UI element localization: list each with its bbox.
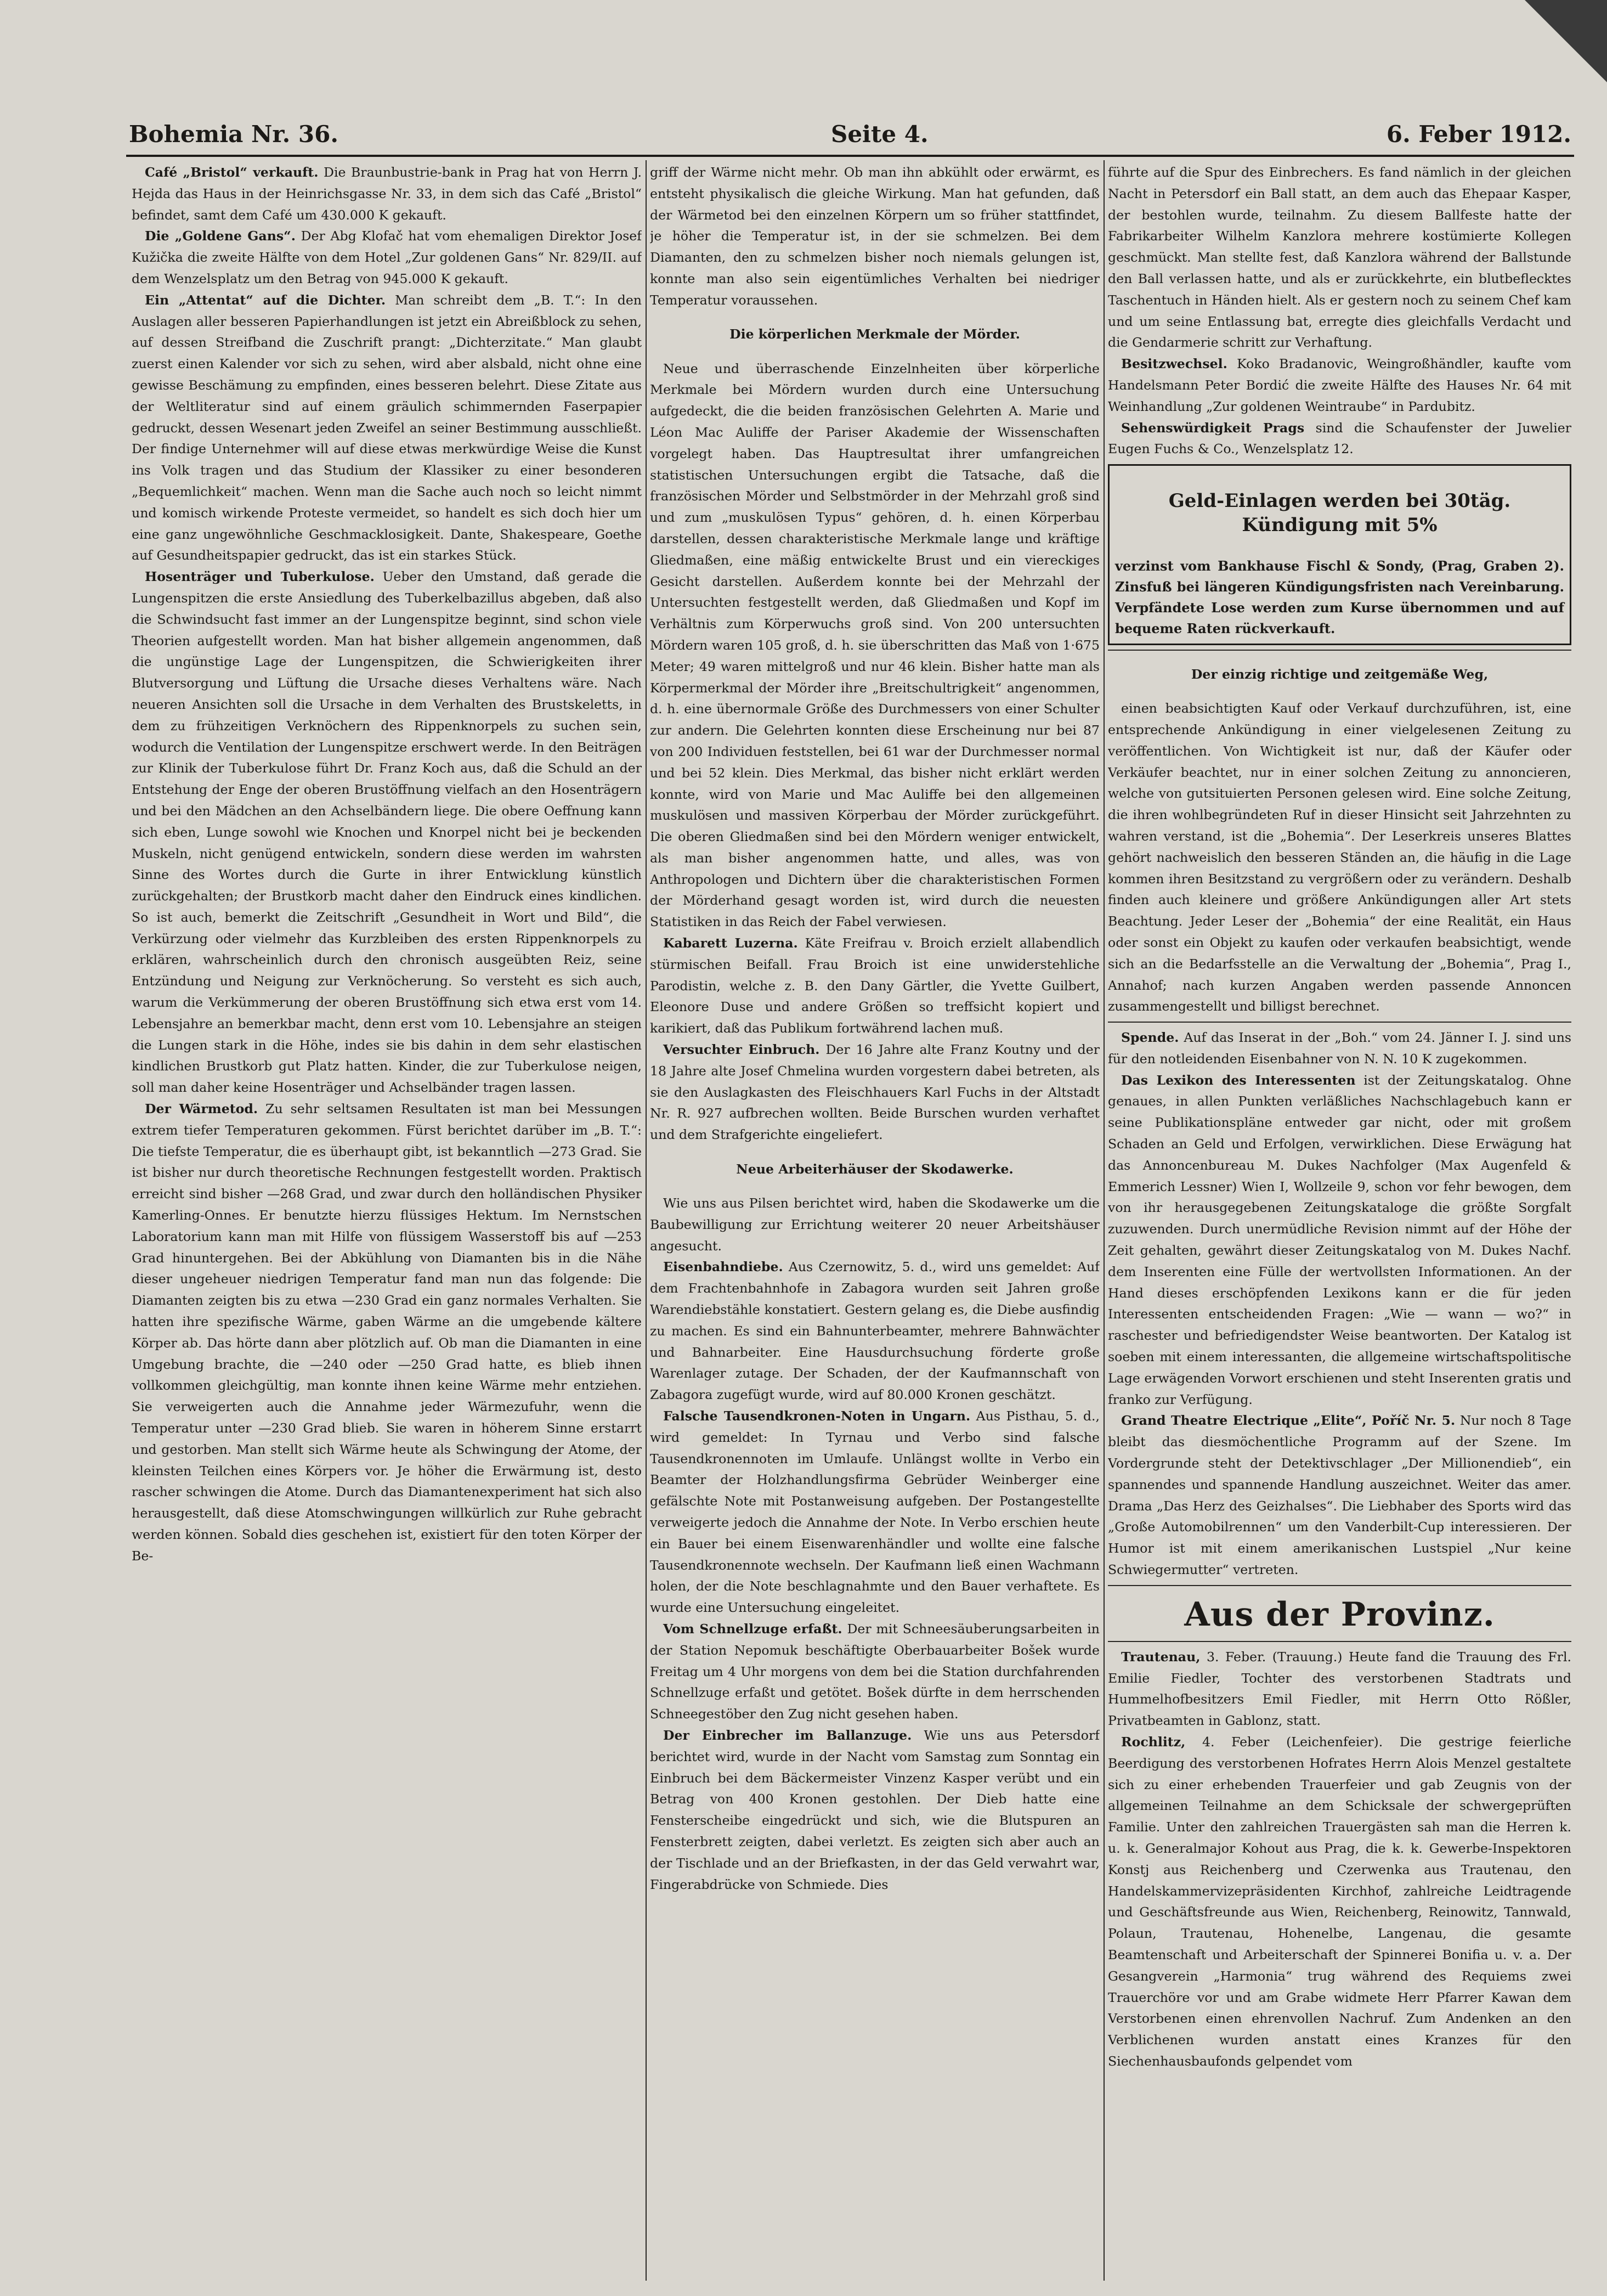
article-text: Neue und überraschende Einzelnheiten über körperliche Merkmale bei Mördern wurden durch eine Untersuchung aufgedeckt, die die beiden französischen Gelehrten A. Marie und Léon Mac Auliffe der Pariser Akademie der Wissenschaften vorgelegt haben. Das Hauptresultat ihrer umfangreichen statistischen Untersuchungen ergibt die Tatsache, daß die französischen Mörder und Selbstmörder in der Mehrzahl groß sind und zum „muskulösen Typus“ gehören, d. h. einen Körperbau darstellen, dessen charakteristische Merkmale lange und kräftige Gliedmaßen, eine mäßig entwickelte Brust und ein viereckiges Gesicht darstellen. Außerdem konnte bei der Mehrzahl der Untersuchten festgestellt werden, daß Gliedmaßen und Kopf im Verhältnis zum Körperwuchs groß sind. Von 200 untersuchten Mördern waren 105 groß, d. h. sie überschritten das Maß von 1·675 Meter; 49 waren mittelgroß und nur 46 klein. Bisher hatte man als Körpermerkmal der Mörder ihre „Breitschultrigkeit“ angenommen, d. h. eine übernormale Größe des Durchmessers von einer Schulter zur andern. Die Gelehrten konnten diese Erscheinung nur bei 87 von 200 Individuen feststellen, bei 61 war der Durchmesser normal und bei 52 klein. Dies Merkmal, das bisher nicht erklärt werden konnte, wird von Marie und Mac Auliffe bei den allgemeinen muskulösen und massiven Körperbau der Mörder zurückgeführt. Die oberen Gliedmaßen sind bei den Mördern weniger entwickelt, als man bisher angenommen hatte, und alles, was von Anthropologen und Dichtern über die charakteristischen Formen der Mörderhand gesagt worden ist, wird durch die neuesten Statistiken in das Reich der Fabel verwiesen. [650, 360, 1100, 930]
article-headline: Hosenträger und Tuberkulose. [145, 569, 375, 585]
section-title: Aus der Provinz. [1184, 1595, 1495, 1634]
article-headline: Neue Arbeiterhäuser der Skodawerke. [736, 1161, 1014, 1177]
article [1108, 1731, 1571, 2072]
article-text: Wie uns aus Pilsen berichtet wird, haben die Skodawerke um die Baubewilligung zur Errichtung weiterer 20 neuer Arbeitshäuser angesucht. [650, 1195, 1100, 1254]
ad-headline: Der einzig richtige und zeitgemäße Weg, [1191, 666, 1489, 682]
article-text: führte auf die Spur des Einbrechers. Es fand nämlich in der gleichen Nacht in Petersdorf ein Ball statt, an dem auch das Ehepaar Kasper, der bestohlen wurde, teilnahm. Zu diesem Ballfeste hatte der Fabrikarbeiter Wilhelm Kanzlora mehrere kostümierte Kollegen geschmückt. Man stellte fest, daß Kanzlora während der Ballstunde den Ball verlassen hatte, und als er zurückkehrte, ein blutbeflecktes Taschentuch in Händen hielt. Als er gestern noch zu seinem Chef kam und um seine Entlassung bat, erregte dies gleichfalls Verdacht und die Gendarmerie schritt zur Verhaftung. [1108, 165, 1571, 351]
header-rule [126, 155, 1574, 157]
article [650, 1725, 1100, 1895]
article-text: 4. Feber (Leichenfeier). Die gestrige feierliche Beerdigung des verstorbenen Hofrates Herrn Alois Menzel gestaltete sich zu einer erhebenden Trauerfeier und gab Zeugnis von der allgemeinen Teilnahme an dem Schicksale der schwergeprüften Familie. Unter den zahlreichen Trauergästen sah man die Herren k. u. k. Generalmajor Kohout aus Prag, die k. k. Gewerbe-Inspektoren Konstj aus Reichenberg und Czerwenka aus Trautenau, den Handelskammervizepräsidenten Kirchhof, zahlreiche Leidtragende und Geschäftsfreunde aus Wien, Reichenberg, Reinowitz, Tannwald, Polaun, Trautenau, Hohenelbe, Langenau, die gesamte Beamtenschaft und Arbeiterschaft der Spinnerei Bonifia u. v. a. Der Gesangverein „Harmonia“ trug während des Requiems zwei Trauerchöre vor und am Grabe widmete Herr Pfarrer Kawan dem Verstorbenen einen ehrenvollen Nachruf. Zum Andenken an den Verblichenen wurden anstatt eines Kranzes für den Siechenhausbaufonds gelpendet vom [1108, 1734, 1571, 2069]
article [132, 225, 642, 289]
article-headline: Falsche Tausendkronen-Noten in Ungarn. [663, 1408, 971, 1424]
article-text: Die Braunbustrie-bank in Prag hat von Herrn J. Hejda das Haus in der Heinrichsgasse Nr. 33, in dem sich das Café „Bristol“ befindet, samt dem Café um 430.000 K gekauft. [132, 165, 642, 223]
article-headline: Die „Goldene Gans“. [145, 228, 296, 244]
article-text: Käte Freifrau v. Broich erzielt allabendlich stürmischen Beifall. Frau Broich ist eine unwiderstehliche Parodistin, welche z. B. den Dany Gärtler, die Yvette Guilbert, Eleonore Duse und andere Größen so treffsicht kopiert und karikiert, daß das Publikum fortwährend lachen muß. [650, 935, 1100, 1036]
paper-issue: Bohemia Nr. 36. [129, 121, 338, 148]
article-text: sind die Schaufenster der Juwelier Eugen Fuchs & Co., Wenzelsplatz 12. [1108, 420, 1571, 457]
article [1108, 1646, 1571, 1731]
article-headline: Der Einbrecher im Ballanzuge. [663, 1727, 912, 1743]
article-text: ist der Zeitungskatalog. Ohne genaues, in allen Punkten verläßliches Nachschlagebuch kann er seine Publikationspläne entweder gar nicht, oder mit großem Schaden an Geld und Erfolgen, verwirklichen. Diese Erwägung hat das Annoncenbureau M. Dukes Nachfolger (Max Augenfeld & Emmerich Lessner) Wien I, Wollzeile 9, schon vor fehr bewogen, dem von ihr herausgegebenen Zeitungskataloge die größte Sorgfalt zuzuwenden. Durch unermüdliche Revision nimmt auf der Höhe der Zeit gehalten, gewährt dieser Zeitungskatalog von M. Dukes Nachf. dem Inserenten eine Fülle der wertvollsten Informationen. An der Hand dieses erschöpfenden Lexikons kann er die für jeden Interessenten entscheidenden Fragen: „Wie — wann — wo?“ in raschester und befriedigendster Weise beantworten. Der Katalog ist soeben mit einem interessanten, die allgemeine wirtschaftspolitische Lage erwägenden Vorwort erschienen und steht Inserenten gratis und franko zur Verfügung. [1108, 1072, 1571, 1407]
page-corner [1525, 0, 1607, 82]
article [650, 933, 1100, 1039]
article-text: Man schreibt dem „B. T.“: In den Auslagen aller besseren Papierhandlungen ist jetzt ein Abreißblock zu sehen, auf dessen Streifband die Zuschrift prangt: „Dichterzitate.“ Man glaubt zuerst einen Kalender vor sich zu sehen, wird aber alsbald, nicht ohne eine gewisse Beschämung zu empfinden, eines besseren belehrt. Diese Zitate aus der Weltliteratur sind auf einem gräulich schimmernden Faserpapier gedruckt, dessen Wesenart jeden Zweifel an seiner Bestimmung ausschließt. Der findige Unternehmer will auf diese etwas merkwürdige Weise die Kunst ins Volk tragen und das Studium der Klassiker zu einer besonderen „Bequemlichkeit“ machen. Wenn man die Sache auch noch so leicht nimmt und komisch wirkende Proteste vermeidet, so handelt es sich doch hier um eine ganz ungewöhnliche Geschmacklosigkeit. Dante, Shakespeare, Goethe auf Gesundheitspapier gedruckt, das ist ein starkes Stück. [132, 292, 642, 563]
article [1108, 1027, 1571, 1070]
ad-headline: Geld-Einlagen werden bei 30täg. Kündigung mit 5% [1168, 490, 1511, 537]
divider [1108, 1585, 1571, 1586]
issue-date: 6. Feber 1912. [1386, 121, 1571, 148]
article-headline: Grand Theatre Electrique „Elite“, Poříč Nr. 5. [1121, 1413, 1456, 1429]
divider [1108, 1641, 1571, 1642]
column-1 [132, 162, 642, 2280]
page-header [129, 121, 1571, 154]
article-text: Auf das Inserat in der „Boh.“ vom 24. Jänner I. J. sind uns für den notleidenden Eisenbahner von N. N. 10 K zugekommen. [1108, 1030, 1571, 1067]
article [1108, 353, 1571, 417]
article-text: Nur noch 8 Tage bleibt das diesmöchentliche Programm auf der Szene. Im Vordergrunde steht der Detektivschlager „Der Millionendieb“, ein spannendes und spannende Handlung auszeichnet. Weiter das amer. Drama „Das Herz des Geizhalses“. Die Liebhaber des Sports wird das „Große Automobilrennen“ um den Vanderbilt-Cup interessieren. Der Humor ist mit einem amerikanischen Lustspiel „Nur keine Schwiegermutter“ vertreten. [1108, 1413, 1571, 1578]
bank-advertisement [1108, 464, 1571, 645]
divider [1108, 650, 1571, 651]
article [132, 566, 642, 1098]
article-continuation [1108, 162, 1571, 353]
article-text: 3. Feber. (Trauung.) Heute fand die Trauung des Frl. Emilie Fiedler, Tochter des verstorbenen Stadtrats und Hummelhofbesitzers Emil Fiedler, mit Herrn Otto Rößler, Privatbeamten in Gablonz, statt. [1108, 1649, 1571, 1729]
article-headline: Der Wärmetod. [145, 1101, 258, 1117]
article [132, 162, 642, 225]
article [650, 1256, 1100, 1406]
article-text: Ueber den Umstand, daß gerade die Lungenspitzen die erste Ansiedlung des Tuberkelbazillus abgeben, daß also die Schwindsucht fast immer an der Lungenspitze beginnt, sind schon viele Theorien aufgestellt worden. Man hat bisher allgemein angenommen, daß die ungünstige Lage der Lungenspitzen, die Schwierigkeiten ihrer Blutversorgung und Lüftung die Ursache dieses Verhaltens wäre. Nach neueren Ansichten soll die Ursache in dem Verhalten des Brustskeletts, in dem zu frühzeitigen Verknöchern des Rippenknorpels zu suchen sein, wodurch die Ventilation der Lungenspitze erschwert werde. In den Beiträgen zur Klinik der Tuberkulose führt Dr. Franz Koch aus, daß die Schuld an der Entstehung der Enge der oberen Brustöffnung vielfach an den Hosenträgern und bei den Mädchen an den Achselbändern liege. Die obere Oeffnung kann sich eben, Lunge sowohl wie Knochen und Knorpel nicht bei je beckenden Muskeln, nicht genügend entwickeln, sondern diese werden im wahrsten Sinne des Wortes durch die Gurte in ihrer Entwicklung künstlich zurückgehalten; der Brustkorb macht daher den Eindruck eines kindlichen. So ist auch, bemerkt die Zeitschrift „Gesundheit in Wort und Bild“, die Verkürzung oder vielmehr das Kurzbleiben des ersten Rippenknorpels zu erklären, wahrscheinlich durch den chronisch ausgeübten Reiz, seine Entzündung und Neigung zur Verknöcherung. So versteht es sich auch, warum die Verkümmerung der oberen Brustöffnung sich etwa erst vom 14. Lebensjahre an bemerkbar macht, denn erst vom 10. Lebensjahre an steigen die Lungen stark in die Höhe, indes sie bis dahin in dem sehr elastischen kindlichen Brustkorb gut Platz hatten. Kinder, die zur Tuberkulose neigen, soll man daher keine Hosenträger und Achselbänder tragen lassen. [132, 569, 642, 1096]
article-headline: Rochlitz, [1121, 1734, 1186, 1750]
article [650, 1406, 1100, 1618]
article-text: Aus Pisthau, 5. d., wird gemeldet: In Tyrnau und Verbo sind falsche Tausendkronennoten im Umlaufe. Unlängst wollte in Verbo ein Beamter der Holzhandlungsfirma Gebrüder Weinberger eine gefälschte Note mit Postanweisung aufgeben. Der Postangestellte verweigerte jedoch die Annahme der Note. In Verbo erschien heute ein Bauer bei einem Eisenwarenhändler und wollte eine falsche Tausendkronennote wechseln. Der Kaufmann ließ einen Wachmann holen, der die Note beschlagnahmte und den Bauer verhaftete. Es wurde eine Untersuchung eingeleitet. [650, 1408, 1100, 1616]
article-text: Aus Czernowitz, 5. d., wird uns gemeldet: Auf dem Frachtenbahnhofe in Zabagora wurden seit Jahren große Warendiebstähle konstatiert. Gestern gelang es, die Diebe ausfindig zu machen. Es sind ein Bahnunterbeamter, mehrere Bahnwächter und Bahnarbeiter. Eine Hausdurchsuchung förderte große Warenlager zutage. Der Schaden, der der Kaufmannschaft von Zabagora zugefügt wurde, wird auf 80.000 Kronen geschätzt. [650, 1259, 1100, 1403]
divider [1108, 1022, 1571, 1023]
article-headline: Ein „Attentat“ auf die Dichter. [145, 292, 386, 308]
article-headline: Besitzwechsel. [1121, 356, 1227, 372]
article-text: Der Abg Klofač hat vom ehemaligen Direktor Josef Kužička die zweite Hälfte von dem Hotel „Zur goldenen Gans“ Nr. 829/II. auf dem Wenzelsplatz um den Betrag von 945.000 K gekauft. [132, 228, 642, 286]
article-text: Der mit Schneesäuberungsarbeiten in der Station Nepomuk beschäftigte Oberbauarbeiter Bošek wurde Freitag um 4 Uhr morgens von dem bei die Station durchfahrenden Schnellzuge erfaßt und getötet. Bošek dürfte in dem herrschenden Schneegestöber den Zug nicht gesehen haben. [650, 1621, 1100, 1722]
article-headline: Vom Schnellzuge erfaßt. [663, 1621, 842, 1637]
article [1108, 1410, 1571, 1580]
column-rule [646, 160, 647, 2281]
column-rule [1104, 160, 1105, 2281]
page-number: Seite 4. [831, 121, 929, 148]
article-text: Wie uns aus Petersdorf berichtet wird, wurde in der Nacht vom Samstag zum Sonntag ein Einbruch bei dem Bäckermeister Vinzenz Kasper verübt und ein Betrag von 400 Kronen gestohlen. Der Dieb hatte eine Fensterscheibe eingedrückt und sich, wie die Blutspuren an Fensterbrett zeigten, dabei verletzt. Es zeigten sich aber auch an der Tischlade und an der Briefkasten, in der das Geld verwahrt war, Fingerabdrücke von Schmiede. Dies [650, 1727, 1100, 1892]
column-2 [650, 162, 1100, 2280]
article [1108, 1070, 1571, 1411]
article-headline: Das Lexikon des Interessenten [1121, 1072, 1356, 1088]
article-text: Zu sehr seltsamen Resultaten ist man bei Messungen extrem tiefer Temperaturen gekommen. Fürst berichtet darüber im „B. T.“: Die tiefste Temperatur, die es überhaupt gibt, ist bekanntlich —273 Grad. Sie ist bisher nur durch theoretische Rechnungen festgestellt worden. Praktisch erreicht sind bisher —268 Grad, und zwar durch den holländischen Physiker Kamerling-Onnes. Er benutzte hierzu flüssiges Hektum. Im Nernstschen Laboratorium kann man mit Hilfe von flüssigem Wasserstoff bis auf —253 Grad hinuntergehen. Bei der Abkühlung von Diamanten bis in die Nähe dieser ungeheuer niedrigen Temperatur fand man nun das folgende: Die Diamanten zeigten bis zu etwa —230 Grad ein ganz normales Verhalten. Sie hatten ihre spezifische Wärme, gaben Wärme an die umgebende kältere Körper ab. Das hörte dann aber plötzlich auf. Ob man die Diamanten in eine Umgebung brachte, die —240 oder —250 Grad hatte, es blieb ihnen vollkommen gleichgültig, man konnte ihnen keine Wärme mehr entziehen. Sie verweigerten auch die Annahme jeder Wärmezufuhr, wenn die Temperatur unter —230 Grad blieb. Sie waren in höherem Sinne erstarrt und gestorben. Man stellt sich Wärme heute als Schwingung der Atome, der kleinsten Teilchen eines Körpers vor. Je höher die Erwärmung ist, desto rascher schwingen die Atome. Durch das Diamantenexperiment hat sich also herausgestellt, daß diese Atomschwingungen willkürlich zur Ruhe gebracht werden können. Sobald dies geschehen ist, existiert für den toten Körper der Be- [132, 1101, 642, 1564]
article-headline: Eisenbahndiebe. [663, 1259, 783, 1275]
article [132, 1098, 642, 1567]
article-headline: Kabarett Luzerna. [663, 935, 798, 951]
column-3 [1108, 162, 1571, 2280]
article-text: griff der Wärme nicht mehr. Ob man ihn abkühlt oder erwärmt, es entsteht physikalisch die gleiche Wirkung. Man hat gefunden, daß der Wärmetod bei den einzelnen Körpern um so früher stattfindet, je höher die Temperatur ist, in der sie schmelzen. Bei dem Diamanten, den zu schmelzen bisher noch niemals gelungen ist, konnte man also sein eigentümliches Verhalten bei niedriger Temperatur voraussehen. [650, 165, 1100, 308]
article-text: Koko Bradanovic, Weingroßhändler, kaufte vom Handelsmann Peter Bordić die zweite Hälfte des Hauses Nr. 64 mit Weinhandlung „Zur goldenen Weintraube“ in Pardubitz. [1108, 356, 1571, 414]
article-text: Der 16 Jahre alte Franz Koutny und der 18 Jahre alte Josef Chmelina wurden vorgestern dabei betreten, als sie den Auslagkasten des Fleischhauers Karl Fuchs in der Altstadt Nr. R. 927 aufbrechen wollten. Beide Burschen wurden verhaftet und dem Strafgerichte eingeliefert. [650, 1042, 1100, 1143]
article-headline: Trautenau, [1121, 1649, 1201, 1665]
article-headline: Die körperlichen Merkmale der Mörder. [729, 326, 1020, 342]
article [1108, 418, 1571, 460]
article [650, 1039, 1100, 1146]
article [650, 1618, 1100, 1725]
ad-text: einen beabsichtigten Kauf oder Verkauf durchzuführen, ist, eine entsprechende Ankündigung in einer vielgelesenen Zeitung zu veröffentlichen. Von Wichtigkeit ist nur, daß der Käufer oder Verkäufer beachtet, nur in einer solchen Zeitung zu annoncieren, welche von gutsituierten Personen gelesen wird. Eine solche Zeitung, die ihren wohlbegründeten Ruf in dieser Hinsicht seit Jahrzehnten zu wahren verstand, ist die „Bohemia“. Der Leserkreis unseres Blattes gehört nachweislich den besseren Ständen an, die häufig in die Lage kommen ihren Besitzstand zu vergrößern oder zu verändern. Deshalb finden auch kleinere und größere Ankündigungen aller Art stets Beachtung. Jeder Leser der „Bohemia“ der eine Realität, ein Haus oder sonst ein Objekt zu kaufen oder verkaufen beabsichtigt, wende sich an die Bedarfsstelle an die Verwaltung der „Bohemia“, Prag I., Annahof; nach kurzen Angaben werden passende Annoncen zusammengestellt und billigst berechnet. [1108, 701, 1571, 1014]
article-headline: Sehenswürdigkeit Prags [1121, 420, 1305, 436]
article-headline: Versuchter Einbruch. [663, 1042, 820, 1058]
ad-text: verzinst vom Bankhause Fischl & Sondy, (Prag, Graben 2). Zinsfuß bei längeren Kündigungsfristen nach Vereinbarung. Verpfändete Lose werden zum Kurse übernommen und auf bequeme Raten rückverkauft. [1115, 558, 1564, 637]
article-headline: Spende. [1121, 1030, 1179, 1046]
article [132, 290, 642, 566]
article-continuation [650, 162, 1100, 311]
article-headline: Café „Bristol“ verkauft. [145, 165, 319, 180]
